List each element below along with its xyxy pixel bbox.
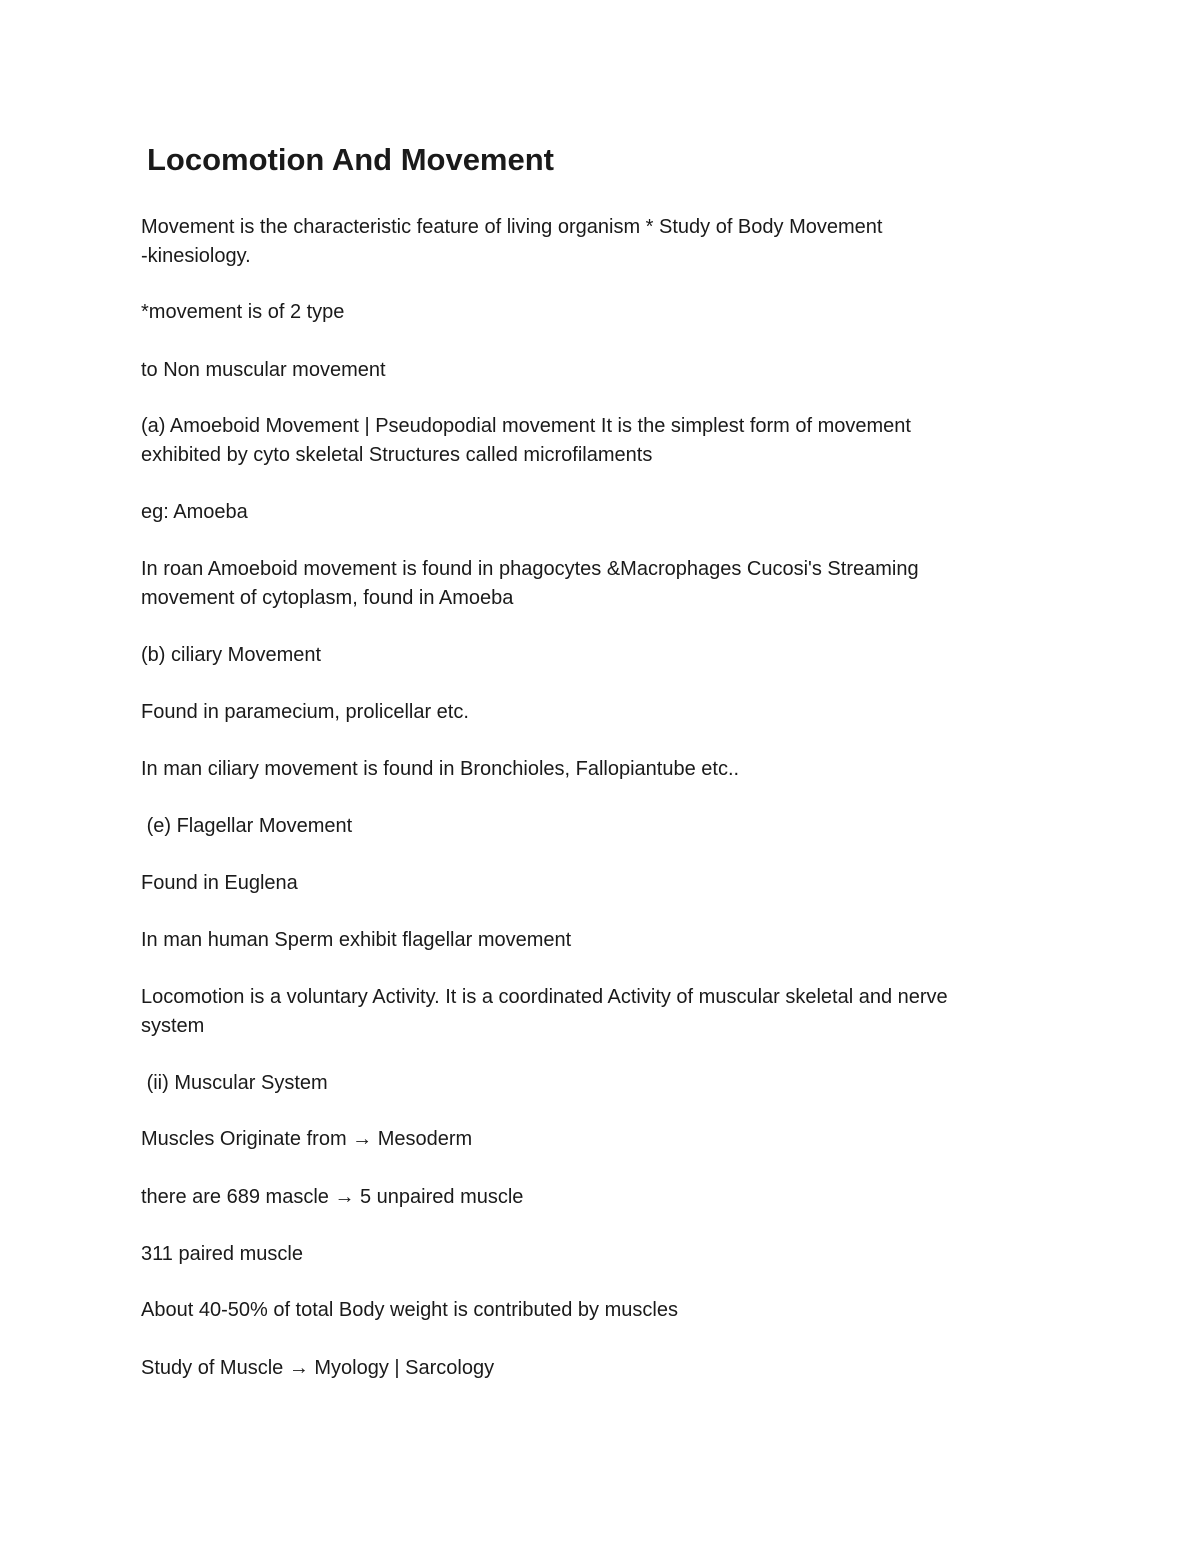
paragraph-ciliary-movement: (b) ciliary Movement — [141, 644, 322, 666]
paragraph-amoeba-example: eg: Amoeba — [141, 501, 248, 523]
paragraph-flagellar-found: Found in Euglena — [141, 872, 298, 894]
paragraph-muscular-system: (ii) Muscular System — [141, 1072, 328, 1094]
paragraph-amoeboid-in-man: In roan Amoeboid movement is found in phagocytes &Macrophages Cucosi's Streaming movement of cytoplasm, found in Amoeba — [141, 558, 919, 609]
paragraph-paired-muscle: 311 paired muscle — [141, 1243, 303, 1265]
document-title: Locomotion And Movement — [147, 142, 554, 177]
paragraph-flagellar-movement: (e) Flagellar Movement — [141, 815, 353, 837]
paragraph-study-of-muscle: Study of Muscle → Myology | Sarcology — [141, 1357, 495, 1379]
paragraph-locomotion-definition: Locomotion is a voluntary Activity. It is a coordinated Activity of muscular skeletal and nerve system — [141, 986, 948, 1037]
paragraph-muscle-count: there are 689 mascle → 5 unpaired muscle — [141, 1186, 524, 1208]
paragraph-muscle-origin: Muscles Originate from → Mesoderm — [141, 1128, 473, 1150]
paragraph-ciliary-found: Found in paramecium, prolicellar etc. — [141, 701, 469, 723]
paragraph-non-muscular: to Non muscular movement — [141, 359, 386, 381]
paragraph-muscle-weight: About 40-50% of total Body weight is contributed by muscles — [141, 1299, 678, 1321]
paragraph-flagellar-in-man: In man human Sperm exhibit flagellar movement — [141, 929, 572, 951]
paragraph-movement-definition: Movement is the characteristic feature of living organism * Study of Body Movement -kinesiology. — [141, 216, 883, 267]
paragraph-movement-types: *movement is of 2 type — [141, 301, 345, 323]
paragraph-ciliary-in-man: In man ciliary movement is found in Bronchioles, Fallopiantube etc.. — [141, 758, 740, 780]
paragraph-amoeboid-movement: (a) Amoeboid Movement | Pseudopodial movement It is the simplest form of movement exhibited by cyto skeletal Structures called microfilaments — [141, 415, 911, 466]
